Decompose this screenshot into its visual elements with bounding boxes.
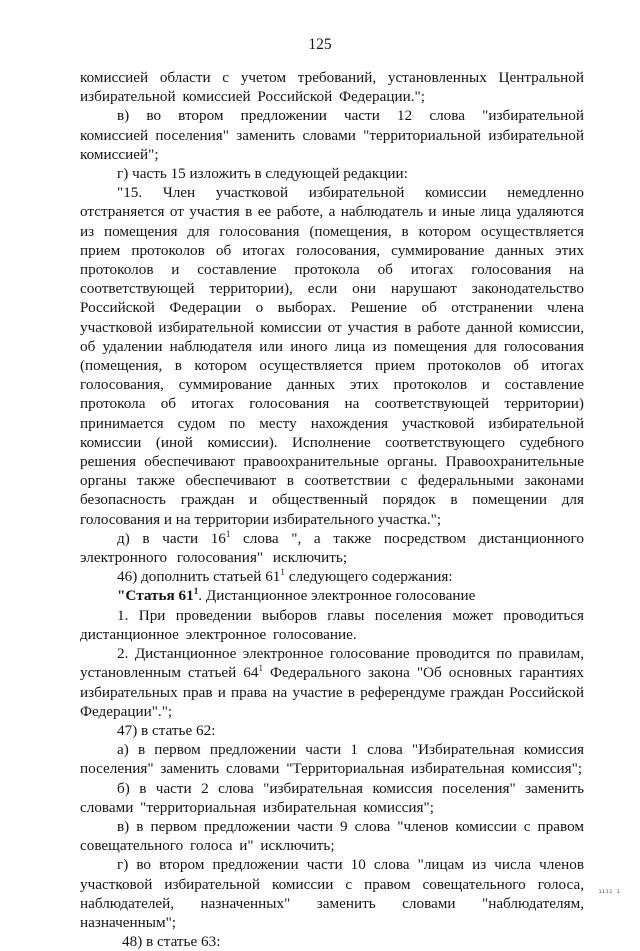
paragraph-9-text-a: 2. Дистанционное электронное голосование проводится по правилам, установленным статьей 64 — [80, 645, 584, 682]
paragraph-2: в) во втором предложении части 12 слова "избирательной комиссией поселения" заменить словами "территориальной избирательной комиссией"; — [80, 107, 584, 163]
paragraph-5 — [80, 529, 584, 567]
paragraph-6-text-a: 46) дополнить статьей 61 — [117, 568, 281, 586]
paragraph-6-text-b: следующего содержания: — [284, 568, 453, 586]
paragraph-12: б) в части 2 слова "избирательная комиссия поселения" заменить словами "территориальная избирательная комиссия"; — [80, 779, 584, 816]
paragraph-8: 1. При проведении выборов главы поселения может проводиться дистанционное электронное голосование. — [80, 606, 584, 643]
paragraph-9 — [80, 644, 584, 721]
paragraph-5-text-a: д) в части 16 — [117, 529, 226, 547]
paragraph-11: а) в первом предложении части 1 слова "Избирательная комиссия поселения" заменить словами "Территориальная избирательная комиссия"; — [80, 741, 584, 778]
article-heading-rest: . Дистанционное электронное голосование — [198, 587, 476, 605]
scan-mark: ıııı ı — [598, 888, 620, 895]
article-heading-bold: "Статья 61 — [117, 587, 194, 605]
page-number: 125 — [308, 36, 332, 53]
paragraph-10: 47) в статье 62: — [117, 721, 216, 739]
paragraph-1: комиссией области с учетом требований, установленных Центральной избирательной комиссией Российской Федерации."; — [80, 69, 584, 106]
article-heading — [80, 586, 584, 605]
paragraph-9-superscript: 1 — [258, 663, 263, 674]
paragraph-9-text-b: Федерального закона "Об основных гарантиях избирательных прав и права на участие в референдуме граждан Российской Федерации"."; — [80, 664, 584, 720]
paragraph-3: г) часть 15 изложить в следующей редакции: — [117, 165, 408, 183]
paragraph-6 — [80, 567, 584, 586]
paragraph-4: "15. Член участковой избирательной комиссии немедленно отстраняется от участия в ее работе, а наблюдатель и иные лица удаляются из помещения для голосования (помещения, в котором осуществляется прием протоколов об итогах голосования, суммирование данных этих протоколов и составление протокола об итогах голосования на соответствующей территории), если они нарушают законодательство Российской Федерации о выборах. Решение об отстранении члена участковой избирательной комиссии от участия в работе данной комиссии, об удалении наблюдателя или иного лица из помещения для голосования (помещения, в котором осуществляется прием протоколов об итогах голосования, суммирование данных этих протоколов и составление протокола об итогах голосования на соответствующей территории) принимается судом по месту нахождения участковой избирательной комиссии (иной комиссии). Исполнение соответствующего судебного решения обеспечивают правоохранительные органы. Правоохранительные органы также обеспечивают в соответствии с федеральными законами безопасность граждан и общественный порядок в помещении для голосования и на территории избирательного участка."; — [80, 184, 584, 528]
paragraph-5-text-b: слова ", а также посредством дистанционного электронного голосования" исключить; — [80, 529, 584, 567]
document-body — [80, 68, 584, 951]
article-heading-superscript: 1 — [193, 586, 199, 597]
paragraph-6-superscript: 1 — [280, 567, 285, 578]
paragraph-14: г) во втором предложении части 10 слова "лицам из числа членов участковой избирательной комиссии с правом совещательного голоса, наблюдателей, назначенных" заменить словами "наблюдателям, назначенным"; — [80, 856, 584, 931]
paragraph-5-superscript: 1 — [225, 528, 231, 539]
paragraph-13: в) в первом предложении части 9 слова "членов комиссии с правом совещательного голоса и" исключить; — [80, 817, 584, 855]
paragraph-15: 48) в статье 63: — [122, 933, 221, 951]
